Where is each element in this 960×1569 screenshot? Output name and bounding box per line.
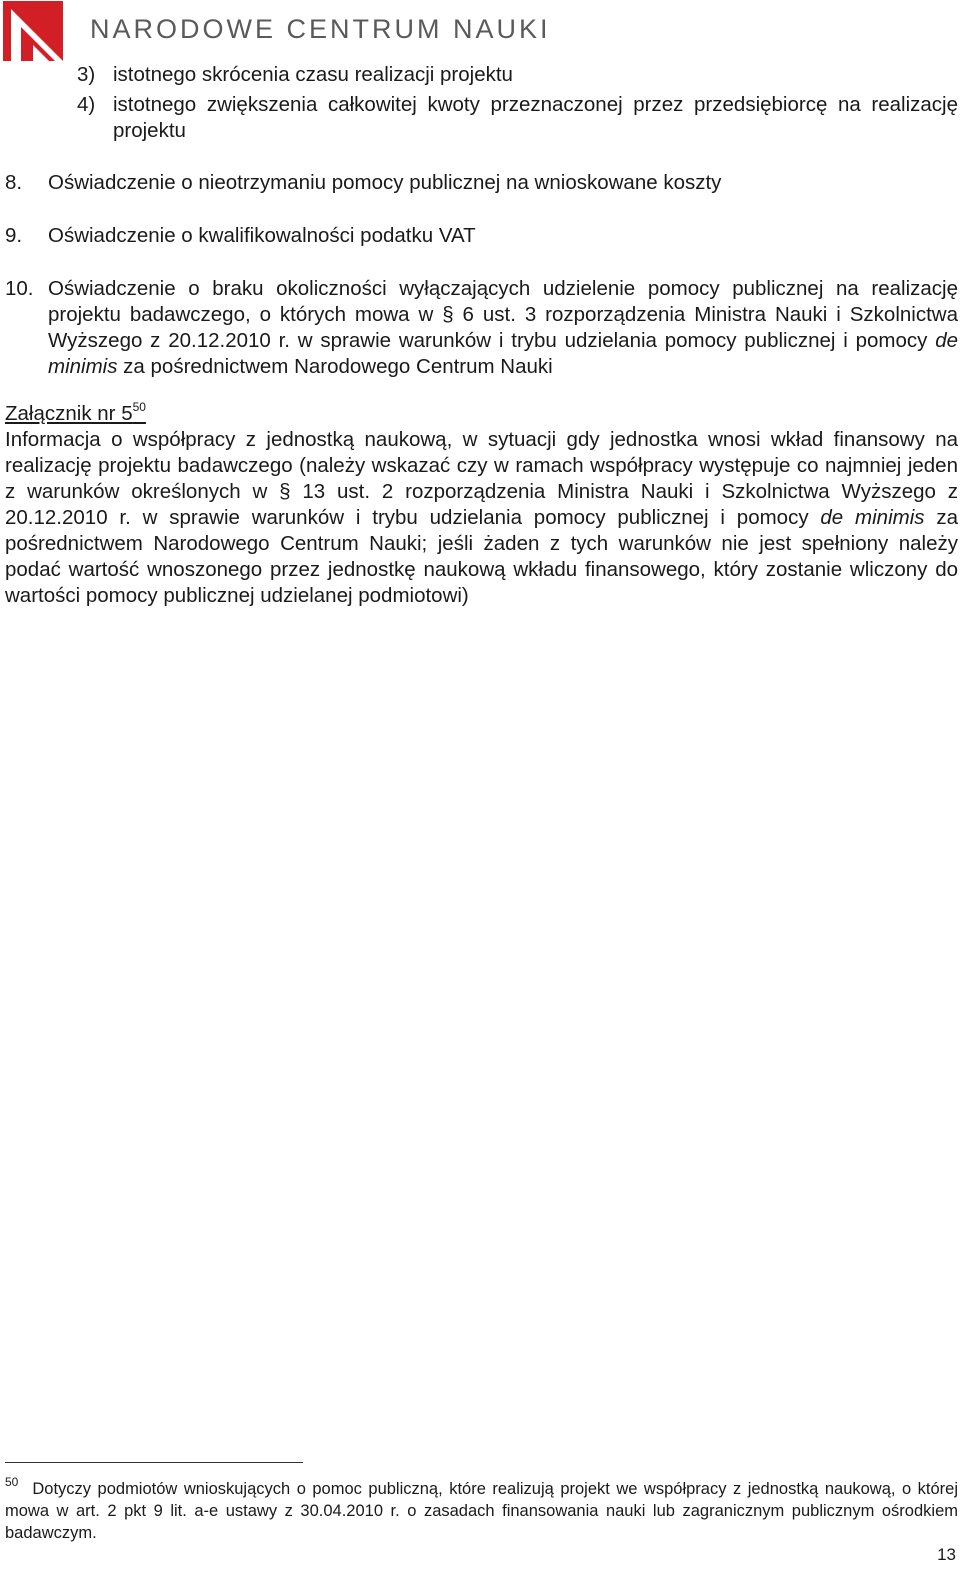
footnote [5,1471,958,1544]
list-item-number: 8. [5,171,23,194]
list-item-text: Oświadczenie o kwalifikowalności podatku VAT [48,224,476,247]
document-body [5,58,958,609]
list-item-text: Oświadczenie o braku okoliczności wyłączających udzielenie pomocy publicznej na realizację projektu badawczego, o których mowa w § 6 ust. 3 rozporządzenia Ministra Nauki i Szkolnictwa Wyższego z 20.12.2010 r. w sprawie warunków i trybu udzielania pomocy publicznej i pomocy de minimis za pośrednictwem Narodowego Centrum Nauki [48,277,958,378]
list-item [5,62,958,88]
list-item-number: 10. [5,277,34,300]
page-header [0,0,960,66]
annex-title: Załącznik nr $5^{50}$ [5,400,146,425]
footnote-text: Dotyczy podmiotów wnioskujących o pomoc publiczną, które realizują projekt we współpracy z jednostką naukową, o której mowa w art. 2 pkt 9 lit. a-e ustawy z 30.04.2010 r. o zasadach finansowania nauki lub zagranicznym publicznym ośrodkiem badawczym. [5,1480,958,1542]
footnote-ref[interactable]: 50 [132,400,146,414]
footnote-separator [5,1462,303,1463]
list-item-text: Oświadczenie o nieotrzymaniu pomocy publicznej na wnioskowane koszty [48,171,722,194]
list-item-text: istotnego skrócenia czasu realizacji projektu [113,63,513,86]
ncn-logo-icon [3,1,63,61]
list-item [5,223,958,249]
footnote-number: 50 [5,1475,19,1489]
list-item [5,276,958,380]
list-item-number: 3) [77,63,96,86]
organization-name: NARODOWE CENTRUM NAUKI [90,14,551,44]
list-item-number: 9. [5,224,23,247]
list-item-number: 4) [77,93,96,116]
list-item [5,170,958,196]
annex-description: Informacja o współpracy z jednostką naukową, w sytuacji gdy jednostka wnosi wkład finansowy na realizację projektu badawczego (należy wskazać czy w ramach współpracy występuje co najmniej jeden z warunków określonych w § 13 ust. 2 rozporządzenia Ministra Nauki i Szkolnictwa Wyższego z 20.12.2010 r. w sprawie warunków i trybu udzielania pomocy publicznej i pomocy de minimis za pośrednictwem Narodowego Centrum Nauki; jeśli żaden z tych warunków nie jest spełniony należy podać wartość wnoszonego przez jednostkę naukową wkładu finansowego, który zostanie wliczony do wartości pomocy publicznej udzielanej podmiotowi) [5,428,958,607]
page-number: 13 [937,1545,956,1564]
list-item-text: istotnego zwiększenia całkowitej kwoty przeznaczonej przez przedsiębiorcę na realizację projektu [113,93,958,142]
list-item [5,92,958,144]
